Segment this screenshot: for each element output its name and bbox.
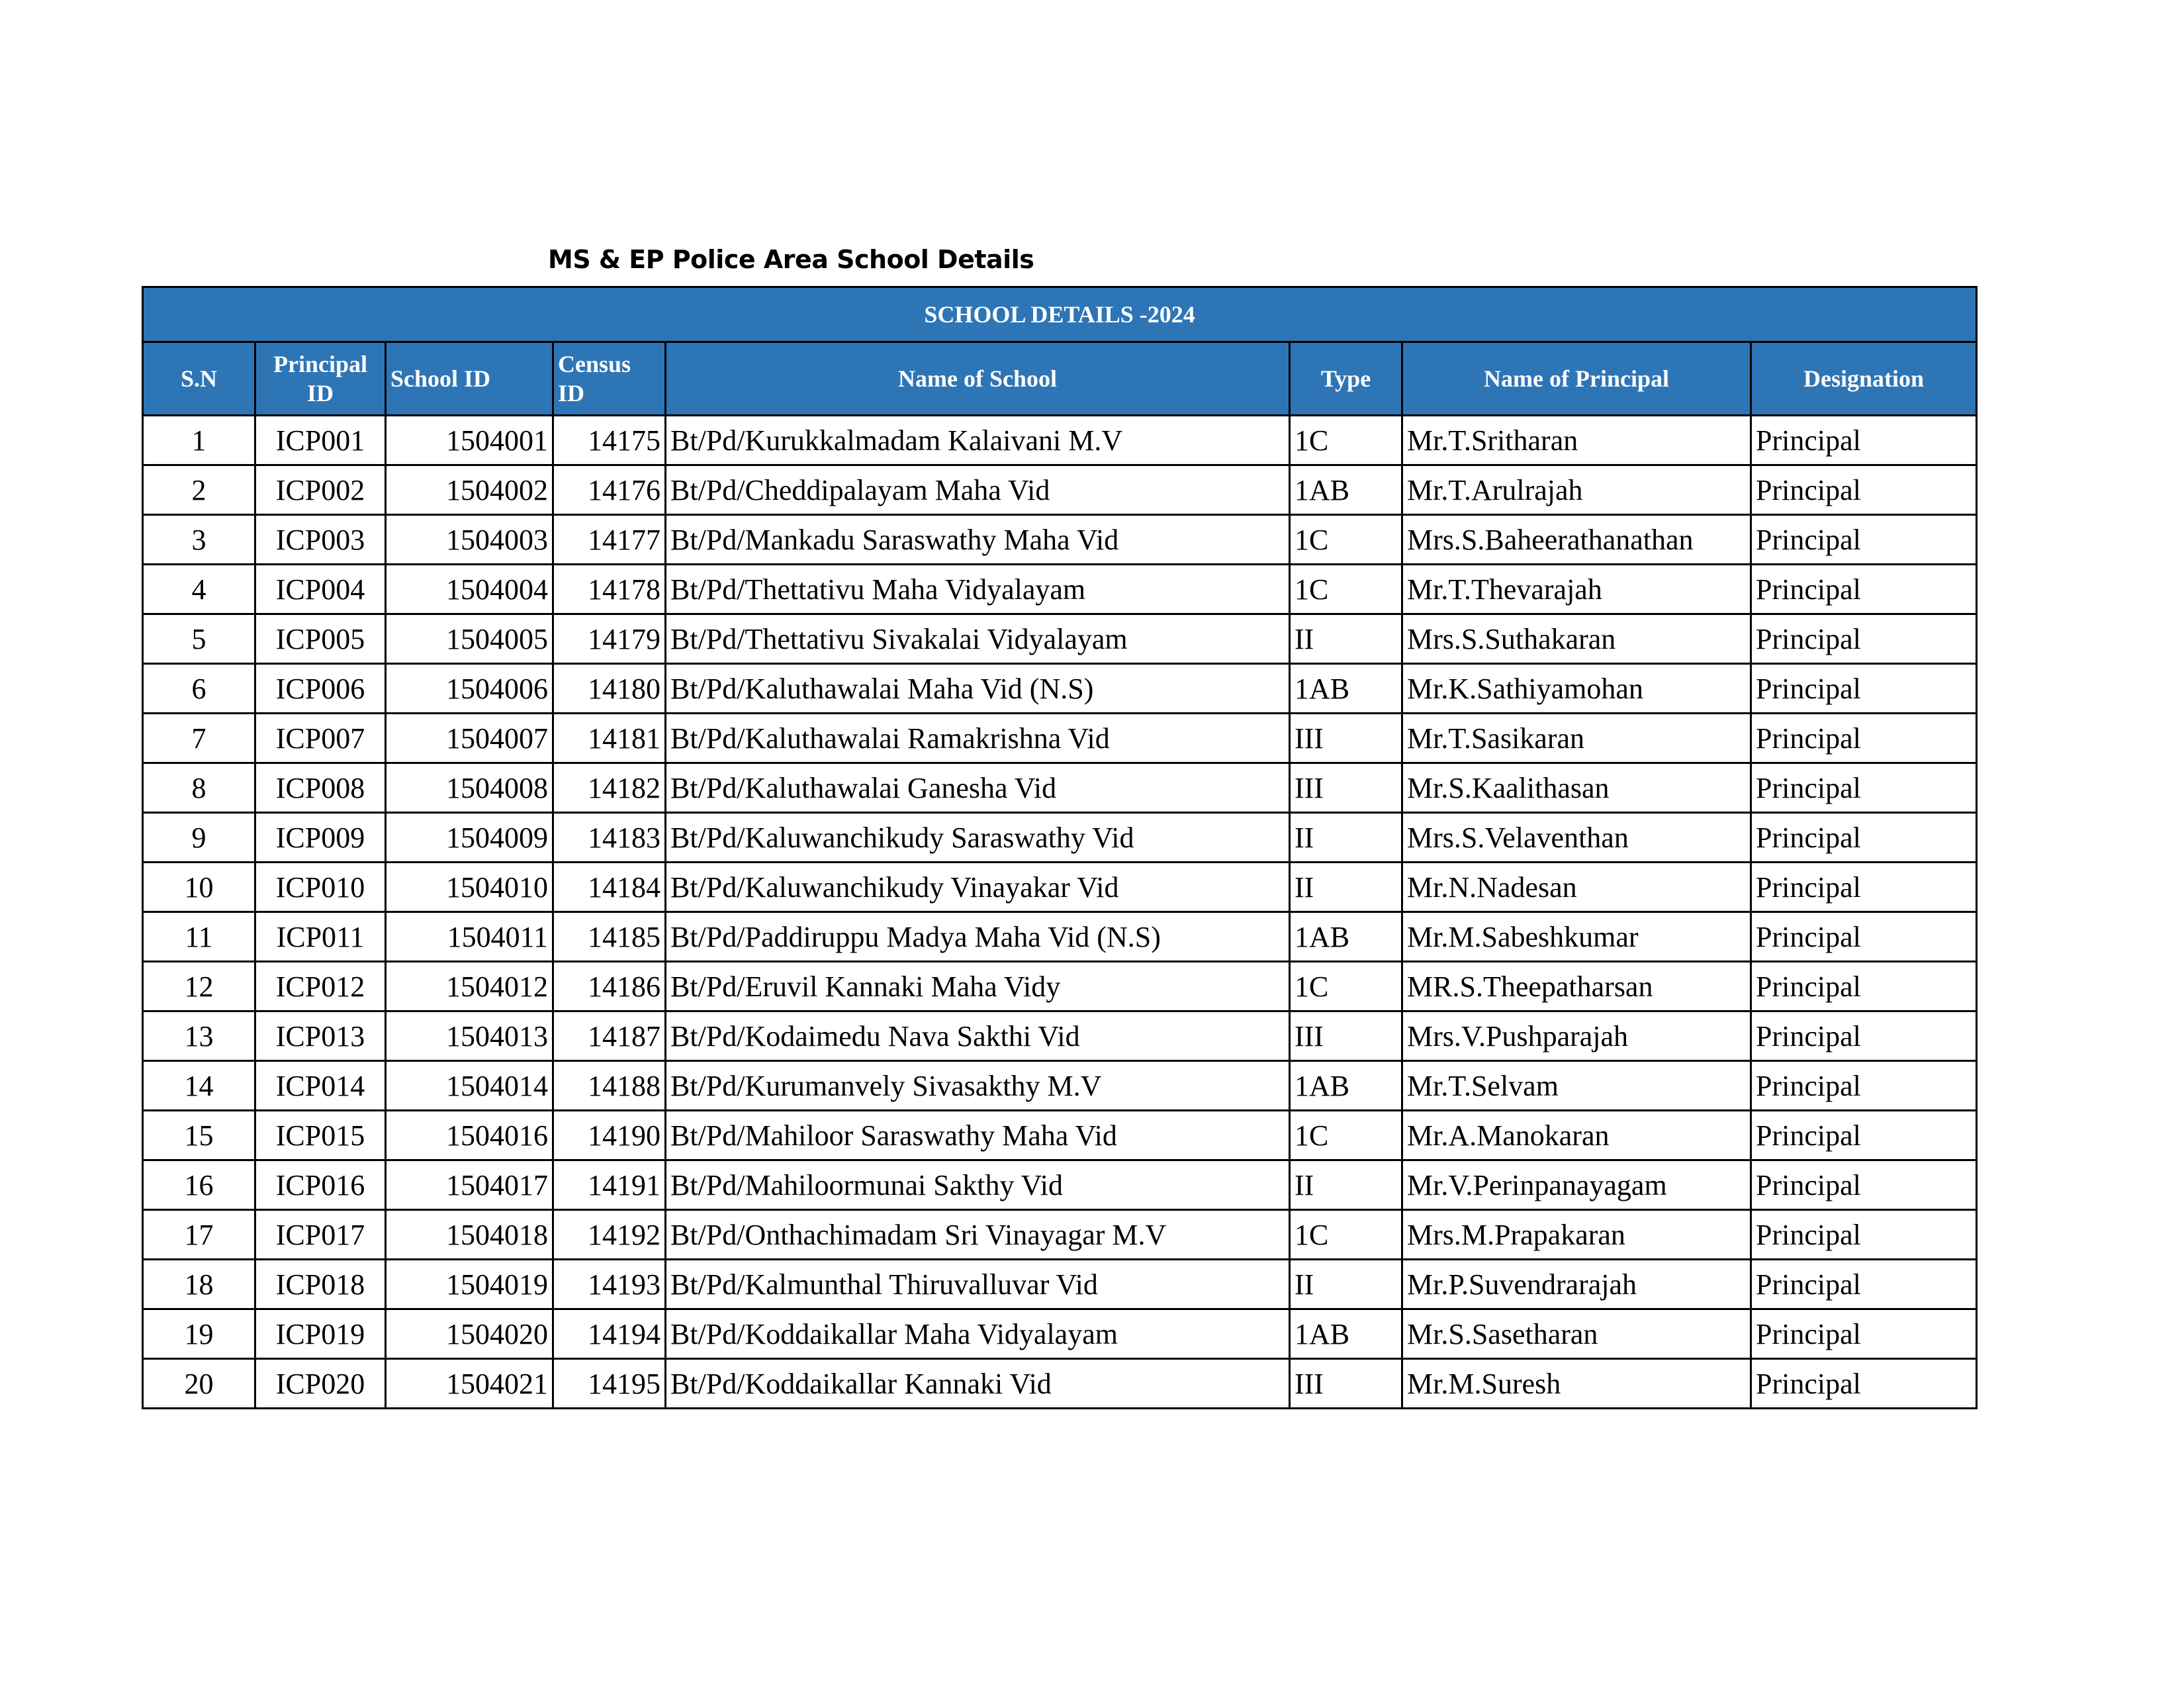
cell-principal-name: Mrs.M.Prapakaran [1402, 1210, 1751, 1260]
table-row [143, 1011, 1977, 1061]
cell-sn: 4 [143, 565, 255, 614]
cell-principal-id: ICP018 [255, 1260, 386, 1309]
cell-type: 1AB [1290, 912, 1402, 962]
cell-census-id: 14177 [553, 515, 666, 565]
cell-school-name: Bt/Pd/Koddaikallar Maha Vidyalayam [666, 1309, 1290, 1359]
cell-sn: 19 [143, 1309, 255, 1359]
cell-school-name: Bt/Pd/Kaluthawalai Maha Vid (N.S) [666, 664, 1290, 714]
cell-census-id: 14176 [553, 465, 666, 515]
cell-school-name: Bt/Pd/Paddiruppu Madya Maha Vid (N.S) [666, 912, 1290, 962]
cell-designation: Principal [1751, 1309, 1977, 1359]
cell-designation: Principal [1751, 664, 1977, 714]
cell-census-id: 14192 [553, 1210, 666, 1260]
header-principal-id: Principal ID [255, 342, 386, 416]
cell-census-id: 14175 [553, 416, 666, 465]
cell-school-id: 1504006 [386, 664, 553, 714]
cell-school-id: 1504013 [386, 1011, 553, 1061]
cell-school-id: 1504007 [386, 714, 553, 763]
cell-school-name: Bt/Pd/Kalmunthal Thiruvalluvar Vid [666, 1260, 1290, 1309]
cell-principal-id: ICP010 [255, 863, 386, 912]
cell-principal-id: ICP007 [255, 714, 386, 763]
table-row [143, 664, 1977, 714]
cell-designation: Principal [1751, 1260, 1977, 1309]
cell-principal-name: Mr.T.Arulrajah [1402, 465, 1751, 515]
cell-type: 1C [1290, 1210, 1402, 1260]
cell-school-name: Bt/Pd/Onthachimadam Sri Vinayagar M.V [666, 1210, 1290, 1260]
document-title: MS & EP Police Area School Details [548, 245, 1034, 274]
cell-school-name: Bt/Pd/Mahiloor Saraswathy Maha Vid [666, 1111, 1290, 1160]
cell-type: 1AB [1290, 1061, 1402, 1111]
header-type: Type [1290, 342, 1402, 416]
cell-school-name: Bt/Pd/Kaluwanchikudy Vinayakar Vid [666, 863, 1290, 912]
cell-type: III [1290, 1359, 1402, 1409]
cell-type: 1AB [1290, 664, 1402, 714]
cell-school-id: 1504004 [386, 565, 553, 614]
cell-school-name: Bt/Pd/Eruvil Kannaki Maha Vidy [666, 962, 1290, 1011]
cell-principal-id: ICP016 [255, 1160, 386, 1210]
cell-census-id: 14184 [553, 863, 666, 912]
cell-sn: 10 [143, 863, 255, 912]
cell-school-id: 1504019 [386, 1260, 553, 1309]
cell-principal-name: Mrs.S.Velaventhan [1402, 813, 1751, 863]
cell-school-id: 1504014 [386, 1061, 553, 1111]
cell-census-id: 14191 [553, 1160, 666, 1210]
table-row [143, 515, 1977, 565]
cell-principal-name: Mr.T.Sritharan [1402, 416, 1751, 465]
cell-school-id: 1504018 [386, 1210, 553, 1260]
cell-census-id: 14190 [553, 1111, 666, 1160]
header-designation: Designation [1751, 342, 1977, 416]
cell-principal-id: ICP004 [255, 565, 386, 614]
table-row [143, 1061, 1977, 1111]
cell-principal-id: ICP014 [255, 1061, 386, 1111]
cell-school-name: Bt/Pd/Kaluwanchikudy Saraswathy Vid [666, 813, 1290, 863]
cell-principal-name: Mrs.S.Suthakaran [1402, 614, 1751, 664]
cell-designation: Principal [1751, 1359, 1977, 1409]
cell-school-id: 1504020 [386, 1309, 553, 1359]
cell-principal-id: ICP001 [255, 416, 386, 465]
cell-school-name: Bt/Pd/Thettativu Sivakalai Vidyalayam [666, 614, 1290, 664]
cell-school-name: Bt/Pd/Kaluthawalai Ganesha Vid [666, 763, 1290, 813]
table-row [143, 863, 1977, 912]
school-details-table [142, 286, 1978, 1409]
cell-sn: 9 [143, 813, 255, 863]
cell-type: 1C [1290, 1111, 1402, 1160]
cell-designation: Principal [1751, 813, 1977, 863]
cell-principal-name: Mr.P.Suvendrarajah [1402, 1260, 1751, 1309]
cell-designation: Principal [1751, 515, 1977, 565]
header-principal-name: Name of Principal [1402, 342, 1751, 416]
header-school-name: Name of School [666, 342, 1290, 416]
cell-designation: Principal [1751, 863, 1977, 912]
cell-school-id: 1504016 [386, 1111, 553, 1160]
cell-school-id: 1504009 [386, 813, 553, 863]
cell-principal-id: ICP006 [255, 664, 386, 714]
cell-principal-id: ICP017 [255, 1210, 386, 1260]
cell-principal-name: Mr.N.Nadesan [1402, 863, 1751, 912]
cell-census-id: 14179 [553, 614, 666, 664]
cell-school-id: 1504021 [386, 1359, 553, 1409]
table-row [143, 416, 1977, 465]
cell-census-id: 14178 [553, 565, 666, 614]
cell-designation: Principal [1751, 565, 1977, 614]
table-row [143, 565, 1977, 614]
cell-school-name: Bt/Pd/Koddaikallar Kannaki Vid [666, 1359, 1290, 1409]
cell-sn: 2 [143, 465, 255, 515]
table-row [143, 1260, 1977, 1309]
cell-census-id: 14186 [553, 962, 666, 1011]
cell-census-id: 14181 [553, 714, 666, 763]
cell-school-id: 1504005 [386, 614, 553, 664]
cell-school-id: 1504002 [386, 465, 553, 515]
table-row [143, 1210, 1977, 1260]
cell-school-id: 1504011 [386, 912, 553, 962]
cell-census-id: 14180 [553, 664, 666, 714]
cell-principal-name: Mr.T.Selvam [1402, 1061, 1751, 1111]
cell-designation: Principal [1751, 763, 1977, 813]
cell-census-id: 14193 [553, 1260, 666, 1309]
cell-type: II [1290, 614, 1402, 664]
cell-designation: Principal [1751, 1210, 1977, 1260]
table-row [143, 465, 1977, 515]
cell-principal-name: Mr.S.Sasetharan [1402, 1309, 1751, 1359]
cell-school-name: Bt/Pd/Cheddipalayam Maha Vid [666, 465, 1290, 515]
cell-designation: Principal [1751, 1111, 1977, 1160]
cell-school-id: 1504001 [386, 416, 553, 465]
cell-principal-name: MR.S.Theepatharsan [1402, 962, 1751, 1011]
cell-type: 1C [1290, 565, 1402, 614]
cell-principal-id: ICP013 [255, 1011, 386, 1061]
header-school-id: School ID [386, 342, 553, 416]
cell-principal-id: ICP012 [255, 962, 386, 1011]
cell-type: II [1290, 1160, 1402, 1210]
cell-principal-id: ICP008 [255, 763, 386, 813]
cell-principal-id: ICP019 [255, 1309, 386, 1359]
cell-sn: 3 [143, 515, 255, 565]
cell-type: 1AB [1290, 1309, 1402, 1359]
cell-sn: 15 [143, 1111, 255, 1160]
cell-principal-name: Mr.M.Suresh [1402, 1359, 1751, 1409]
cell-type: 1C [1290, 515, 1402, 565]
cell-census-id: 14185 [553, 912, 666, 962]
cell-type: II [1290, 863, 1402, 912]
cell-census-id: 14194 [553, 1309, 666, 1359]
cell-designation: Principal [1751, 465, 1977, 515]
cell-designation: Principal [1751, 416, 1977, 465]
cell-school-name: Bt/Pd/Kurumanvely Sivasakthy M.V [666, 1061, 1290, 1111]
table-row [143, 763, 1977, 813]
cell-designation: Principal [1751, 1011, 1977, 1061]
cell-school-name: Bt/Pd/Mahiloormunai Sakthy Vid [666, 1160, 1290, 1210]
cell-school-id: 1504008 [386, 763, 553, 813]
cell-school-name: Bt/Pd/Kaluthawalai Ramakrishna Vid [666, 714, 1290, 763]
cell-principal-id: ICP003 [255, 515, 386, 565]
table-row [143, 912, 1977, 962]
cell-principal-name: Mr.A.Manokaran [1402, 1111, 1751, 1160]
cell-principal-id: ICP011 [255, 912, 386, 962]
table-row [143, 714, 1977, 763]
table-row [143, 1160, 1977, 1210]
cell-principal-name: Mrs.V.Pushparajah [1402, 1011, 1751, 1061]
cell-school-id: 1504003 [386, 515, 553, 565]
cell-census-id: 14195 [553, 1359, 666, 1409]
cell-school-name: Bt/Pd/Mankadu Saraswathy Maha Vid [666, 515, 1290, 565]
cell-sn: 14 [143, 1061, 255, 1111]
table-row [143, 813, 1977, 863]
cell-census-id: 14188 [553, 1061, 666, 1111]
cell-principal-name: Mr.K.Sathiyamohan [1402, 664, 1751, 714]
table-banner: SCHOOL DETAILS -2024 [143, 287, 1977, 342]
cell-designation: Principal [1751, 912, 1977, 962]
cell-census-id: 14183 [553, 813, 666, 863]
cell-type: III [1290, 714, 1402, 763]
cell-school-name: Bt/Pd/Thettativu Maha Vidyalayam [666, 565, 1290, 614]
table-header-row [143, 342, 1977, 416]
cell-designation: Principal [1751, 1061, 1977, 1111]
cell-school-id: 1504012 [386, 962, 553, 1011]
cell-sn: 8 [143, 763, 255, 813]
cell-principal-id: ICP002 [255, 465, 386, 515]
cell-sn: 16 [143, 1160, 255, 1210]
cell-sn: 18 [143, 1260, 255, 1309]
cell-type: II [1290, 813, 1402, 863]
cell-principal-name: Mr.T.Thevarajah [1402, 565, 1751, 614]
cell-designation: Principal [1751, 962, 1977, 1011]
cell-school-name: Bt/Pd/Kodaimedu Nava Sakthi Vid [666, 1011, 1290, 1061]
cell-school-id: 1504017 [386, 1160, 553, 1210]
cell-principal-id: ICP005 [255, 614, 386, 664]
table-row [143, 962, 1977, 1011]
cell-type: 1C [1290, 416, 1402, 465]
cell-principal-name: Mr.T.Sasikaran [1402, 714, 1751, 763]
table-row [143, 1359, 1977, 1409]
header-sn: S.N [143, 342, 255, 416]
cell-census-id: 14182 [553, 763, 666, 813]
cell-designation: Principal [1751, 1160, 1977, 1210]
cell-sn: 7 [143, 714, 255, 763]
header-census-id: Census ID [553, 342, 666, 416]
cell-principal-name: Mr.V.Perinpanayagam [1402, 1160, 1751, 1210]
cell-designation: Principal [1751, 714, 1977, 763]
cell-sn: 20 [143, 1359, 255, 1409]
cell-principal-name: Mr.M.Sabeshkumar [1402, 912, 1751, 962]
cell-principal-name: Mr.S.Kaalithasan [1402, 763, 1751, 813]
table-body [143, 416, 1977, 1409]
cell-sn: 17 [143, 1210, 255, 1260]
cell-principal-id: ICP009 [255, 813, 386, 863]
cell-principal-id: ICP015 [255, 1111, 386, 1160]
cell-type: 1C [1290, 962, 1402, 1011]
cell-sn: 5 [143, 614, 255, 664]
table-row [143, 1111, 1977, 1160]
cell-designation: Principal [1751, 614, 1977, 664]
table-banner-row [143, 287, 1977, 342]
cell-census-id: 14187 [553, 1011, 666, 1061]
cell-principal-id: ICP020 [255, 1359, 386, 1409]
cell-school-name: Bt/Pd/Kurukkalmadam Kalaivani M.V [666, 416, 1290, 465]
cell-sn: 6 [143, 664, 255, 714]
cell-sn: 1 [143, 416, 255, 465]
cell-sn: 11 [143, 912, 255, 962]
cell-type: III [1290, 763, 1402, 813]
cell-type: III [1290, 1011, 1402, 1061]
table-row [143, 614, 1977, 664]
table-row [143, 1309, 1977, 1359]
cell-school-id: 1504010 [386, 863, 553, 912]
cell-sn: 13 [143, 1011, 255, 1061]
cell-type: II [1290, 1260, 1402, 1309]
cell-sn: 12 [143, 962, 255, 1011]
cell-type: 1AB [1290, 465, 1402, 515]
cell-principal-name: Mrs.S.Baheerathanathan [1402, 515, 1751, 565]
